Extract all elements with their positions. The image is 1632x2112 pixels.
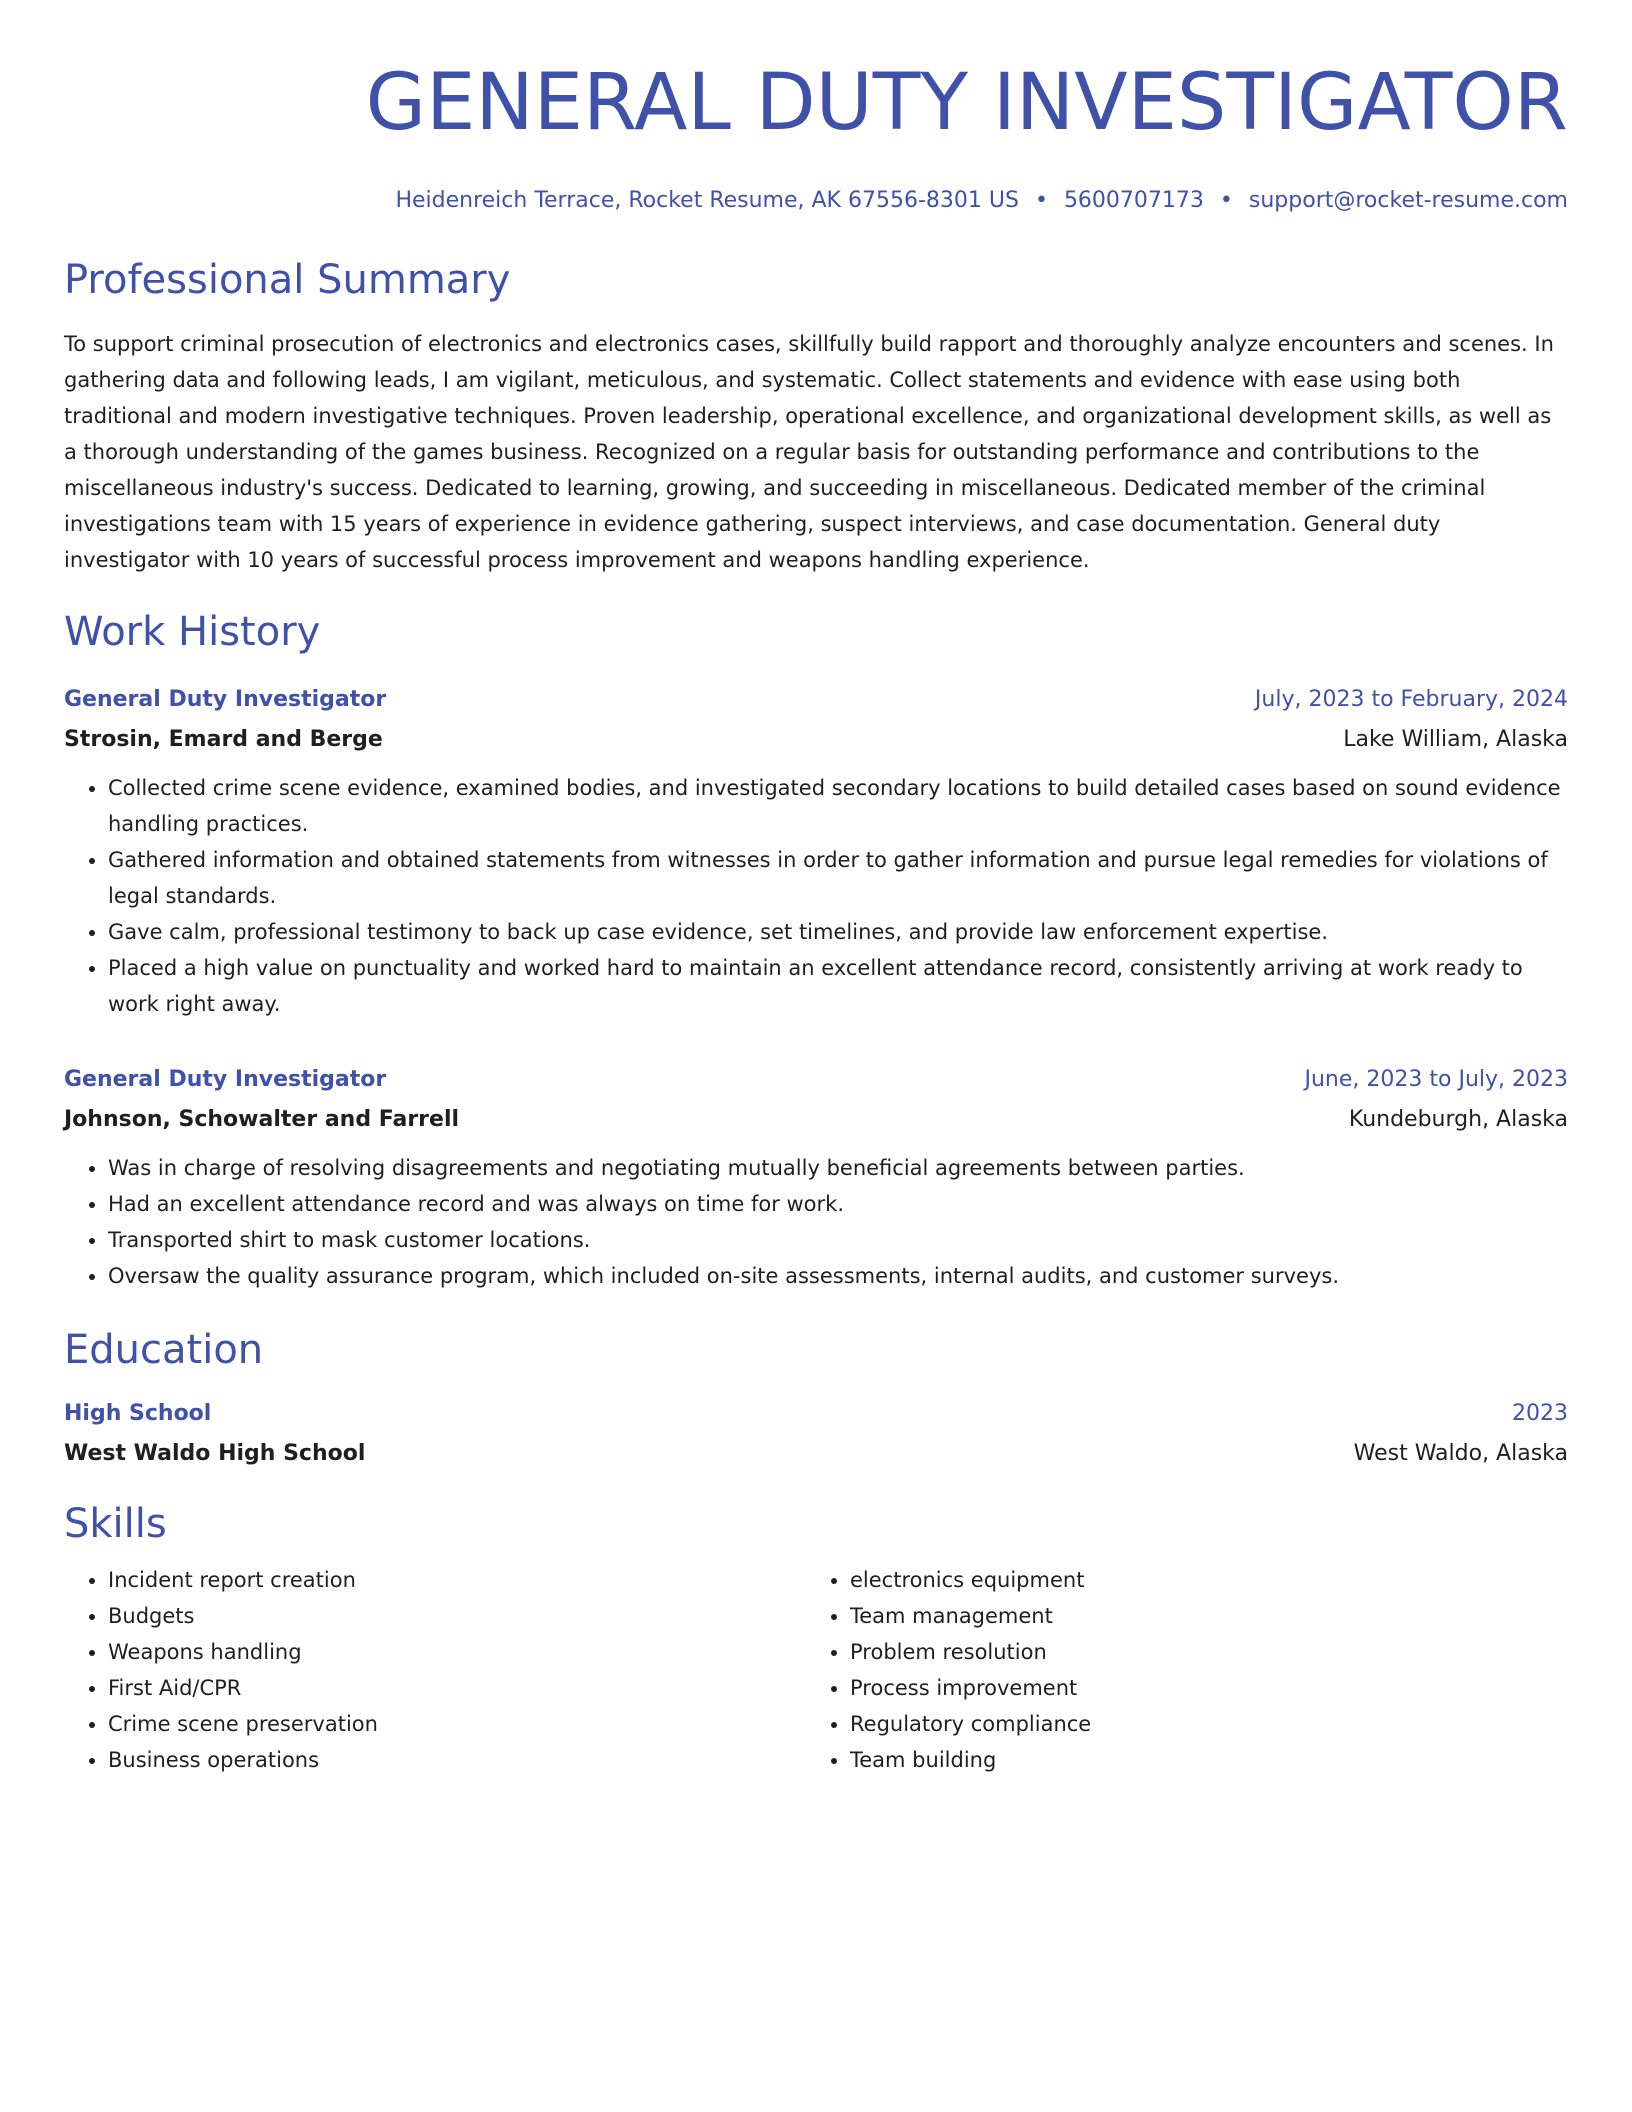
job-bullets: [64, 1150, 1568, 1294]
education-degree-row: [64, 1394, 1568, 1434]
job-title-row: [64, 1060, 1568, 1100]
job-company-row: [64, 1100, 1568, 1140]
resume-page: [64, 52, 1568, 1778]
work-history-section: [64, 606, 1568, 1294]
job-title: General Duty Investigator: [64, 1067, 387, 1092]
education-degree: High School: [64, 1401, 212, 1426]
work-history-heading: Work History: [64, 609, 321, 655]
candidate-name: GENERAL DUTY INVESTIGATOR: [365, 58, 1568, 148]
skill-item: • Problem resolution: [850, 1634, 1548, 1670]
job-bullet: • Collected crime scene evidence, examined bodies, and investigated secondary locations to build detailed cases based on sound evidence handling practices.: [108, 770, 1568, 842]
job-location: Kundeburgh, Alaska: [1348, 1107, 1568, 1132]
contact-email: support@rocket-resume.com: [1248, 188, 1568, 213]
education-entry: [64, 1394, 1568, 1474]
job-title: General Duty Investigator: [64, 687, 387, 712]
job-bullets: [64, 770, 1568, 1022]
job-entry: [64, 1060, 1568, 1294]
contact-line: [64, 186, 1568, 216]
summary-section: [64, 254, 1568, 578]
skill-item: • Regulatory compliance: [850, 1706, 1548, 1742]
skill-item: • Weapons handling: [108, 1634, 806, 1670]
education-school: West Waldo High School: [64, 1441, 366, 1466]
skills-section: [64, 1498, 1568, 1778]
skill-item: • Budgets: [108, 1598, 806, 1634]
contact-separator: •: [1034, 188, 1048, 213]
education-location: West Waldo, Alaska: [1353, 1441, 1568, 1466]
job-bullet: • Gave calm, professional testimony to back up case evidence, set timelines, and provide law enforcement expertise.: [108, 914, 1568, 950]
education-heading: Education: [64, 1327, 264, 1373]
skill-item: • electronics equipment: [850, 1562, 1548, 1598]
job-company: Strosin, Emard and Berge: [64, 727, 383, 752]
skill-item: • Process improvement: [850, 1670, 1548, 1706]
skill-item: • Team building: [850, 1742, 1548, 1778]
job-company: Johnson, Schowalter and Farrell: [64, 1107, 460, 1132]
contact-phone: 5600707173: [1063, 188, 1204, 213]
job-entry: [64, 680, 1568, 1022]
skill-item: • Business operations: [108, 1742, 806, 1778]
job-dates: June, 2023 to July, 2023: [1304, 1067, 1568, 1092]
skills-list-left: [64, 1562, 806, 1778]
job-company-row: [64, 720, 1568, 760]
skills-columns: [64, 1562, 1568, 1778]
contact-separator: •: [1219, 188, 1233, 213]
summary-heading: Professional Summary: [64, 257, 511, 303]
education-section: [64, 1324, 1568, 1474]
contact-address: Heidenreich Terrace, Rocket Resume, AK 67556-8301 US: [395, 188, 1019, 213]
resume-header: [64, 52, 1568, 216]
job-bullet: • Transported shirt to mask customer locations.: [108, 1222, 1568, 1258]
skill-item: • Crime scene preservation: [108, 1706, 806, 1742]
job-title-row: [64, 680, 1568, 720]
job-dates: July, 2023 to February, 2024: [1254, 687, 1568, 712]
job-bullet: • Oversaw the quality assurance program, which included on-site assessments, internal audits, and customer surveys.: [108, 1258, 1568, 1294]
job-bullet: • Placed a high value on punctuality and worked hard to maintain an excellent attendance record, consistently arriving at work ready to work right away.: [108, 950, 1568, 1022]
summary-text: To support criminal prosecution of electronics and electronics cases, skillfully build rapport and thoroughly analyze encounters and scenes. In gathering data and following leads, I am vigilant, meticulous, and systematic. Collect statements and evidence with ease using both traditional and modern investigative techniques. Proven leadership, operational excellence, and organizational development skills, as well as a thorough understanding of the games business. Recognized on a regular basis for outstanding performance and contributions to the miscellaneous industry's success. Dedicated to learning, growing, and succeeding in miscellaneous. Dedicated member of the criminal investigations team with 15 years of experience in evidence gathering, suspect interviews, and case documentation. General duty investigator with 10 years of successful process improvement and weapons handling experience.: [64, 332, 1554, 572]
skill-item: • First Aid/CPR: [108, 1670, 806, 1706]
skills-heading: Skills: [64, 1501, 167, 1547]
skill-item: • Team management: [850, 1598, 1548, 1634]
education-year: 2023: [1512, 1401, 1568, 1426]
job-location: Lake William, Alaska: [1343, 727, 1568, 752]
education-school-row: [64, 1434, 1568, 1474]
skills-list-right: [806, 1562, 1548, 1778]
job-bullet: • Gathered information and obtained statements from witnesses in order to gather information and pursue legal remedies for violations of legal standards.: [108, 842, 1568, 914]
job-bullet: • Was in charge of resolving disagreements and negotiating mutually beneficial agreements between parties.: [108, 1150, 1568, 1186]
skill-item: • Incident report creation: [108, 1562, 806, 1598]
job-bullet: • Had an excellent attendance record and was always on time for work.: [108, 1186, 1568, 1222]
